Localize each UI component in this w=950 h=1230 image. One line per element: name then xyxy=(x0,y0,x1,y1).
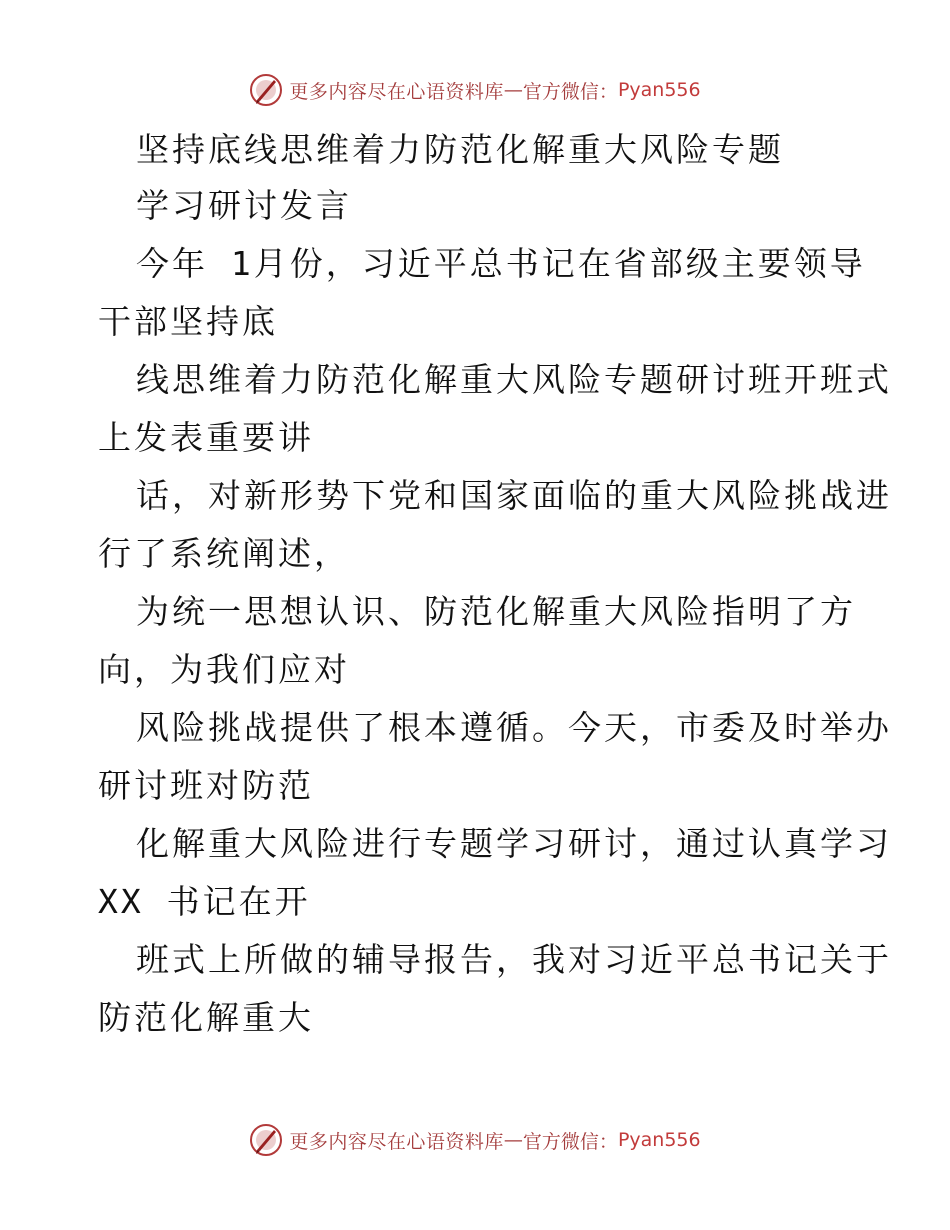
paragraph-line: 话，对新形势下党和国家面临的重大风险挑战进 xyxy=(136,476,892,515)
header-watermark xyxy=(0,70,950,110)
watermark-label: 官方微信： xyxy=(522,1130,618,1153)
title-line-1: 坚持底线思维着力防范化解重大风险专题 xyxy=(136,130,784,169)
paragraph-line: 防范化解重大 xyxy=(98,998,314,1037)
paragraph-line: 干部坚持底 xyxy=(98,302,278,341)
quill-seal-icon xyxy=(249,73,283,107)
paragraph-line: 班式上所做的辅导报告，我对习近平总书记关于 xyxy=(136,940,892,979)
paragraph-line: 上发表重要讲 xyxy=(98,418,314,457)
title-line-2: 学习研讨发言 xyxy=(136,186,352,225)
watermark-slogan: 更多内容尽在心语资料库 xyxy=(289,1130,504,1153)
watermark-id: Pyan556 xyxy=(617,1129,701,1151)
watermark-id: Pyan556 xyxy=(617,79,701,101)
watermark-dash: — xyxy=(503,79,523,101)
watermark-slogan: 更多内容尽在心语资料库 xyxy=(289,80,504,103)
watermark-label: 官方微信： xyxy=(522,80,618,103)
paragraph-line: 今年 1月份，习近平总书记在省部级主要领导 xyxy=(136,244,866,283)
watermark-dash: — xyxy=(503,1129,523,1151)
footer-watermark xyxy=(0,1120,950,1160)
paragraph-line: 为统一思想认识、防范化解重大风险指明了方 xyxy=(136,592,856,631)
paragraph-line: 研讨班对防范 xyxy=(98,766,314,805)
paragraph-line: 化解重大风险进行专题学习研讨，通过认真学习 xyxy=(136,824,892,863)
paragraph-line: 行了系统阐述， xyxy=(98,534,350,573)
quill-seal-icon xyxy=(249,1123,283,1157)
paragraph-line: 线思维着力防范化解重大风险专题研讨班开班式 xyxy=(136,360,892,399)
paragraph-line: 向，为我们应对 xyxy=(98,650,350,689)
paragraph-line: 风险挑战提供了根本遵循。今天，市委及时举办 xyxy=(136,708,892,747)
paragraph-line: XX 书记在开 xyxy=(98,882,311,921)
